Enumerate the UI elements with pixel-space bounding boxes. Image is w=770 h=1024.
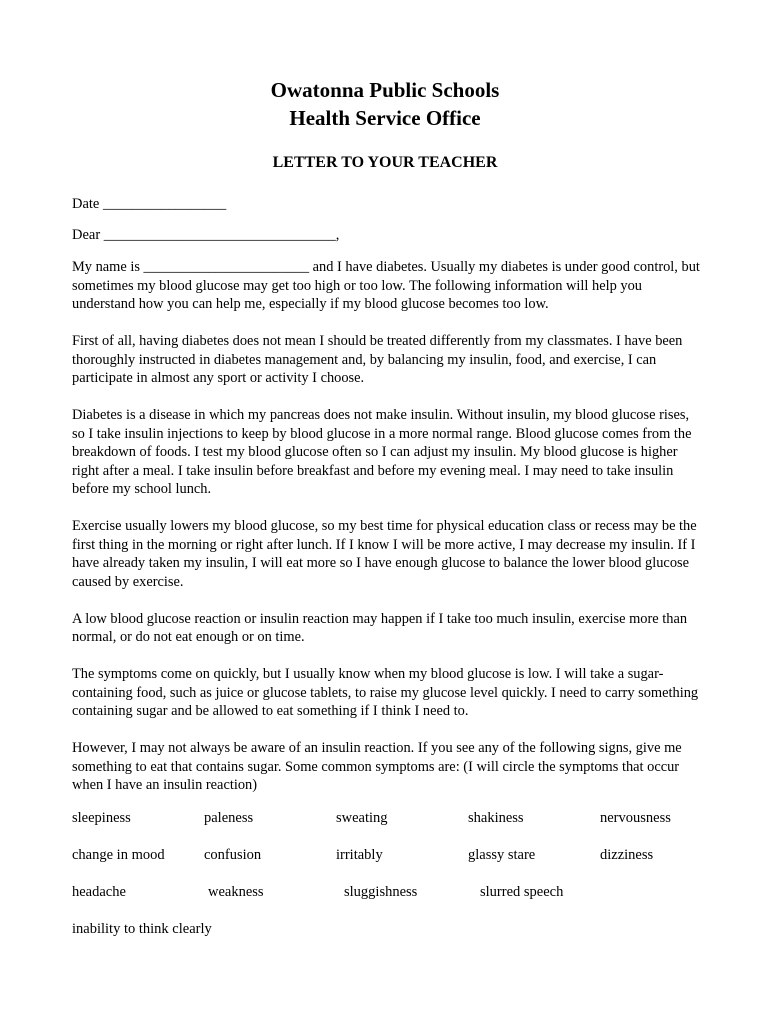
symptom-item: sleepiness bbox=[72, 810, 131, 826]
symptom-item: sluggishness bbox=[344, 884, 418, 900]
school-name: Owatonna Public Schools bbox=[270, 78, 500, 102]
symptom-item: inability to think clearly bbox=[72, 921, 212, 937]
paragraph-disease: Diabetes is a disease in which my pancreas does not make insulin. Without insulin, my blood glucose rises, so I take insulin injections to keep by blood glucose in a more normal range. Blood glucose comes from the breakdown of foods. I test my blood glucose often so I can adjust my insulin. My blood glucose is higher right after a meal. I take insulin before breakfast and before my evening meal. I may need to take insulin before my school lunch. bbox=[72, 407, 692, 497]
letterhead bbox=[0, 76, 770, 132]
paragraph-exercise: Exercise usually lowers my blood glucose, so my best time for physical education class or recess may be the first thing in the morning or right after lunch. If I know I will be more active, I may decrease my insulin. If I have already taken my insulin, I will eat more so I have enough glucose to balance the lower blood glucose caused by exercise. bbox=[72, 518, 697, 590]
symptom-row bbox=[72, 847, 732, 884]
paragraph-intro: My name is _______________________ and I have diabetes. Usually my diabetes is under good control, but sometimes my blood glucose may get too high or too low. The following information will help you understand how you can help me, especially if my blood glucose becomes too low. bbox=[72, 259, 700, 312]
symptom-item: irritably bbox=[336, 847, 383, 863]
office-name: Health Service Office bbox=[289, 106, 481, 130]
salutation-field: Dear ________________________________, bbox=[72, 227, 340, 243]
letter-heading: LETTER TO YOUR TEACHER bbox=[272, 154, 498, 171]
date-field: Date _________________ bbox=[72, 196, 227, 212]
symptom-item: headache bbox=[72, 884, 126, 900]
paragraph-symptoms-onset: The symptoms come on quickly, but I usually know when my blood glucose is low. I will take a sugar-containing food, such as juice or glucose tablets, to raise my glucose level quickly. I need to carry something containing sugar and be allowed to eat something if I think I need to. bbox=[72, 666, 699, 719]
symptom-row bbox=[72, 810, 732, 847]
symptom-item: slurred speech bbox=[480, 884, 564, 900]
symptom-list bbox=[72, 810, 732, 958]
paragraph-treatment: First of all, having diabetes does not mean I should be treated differently from my classmates. I have been thoroughly instructed in diabetes management and, by balancing my insulin, food, and exercise, I can participate in almost any sport or activity I choose. bbox=[72, 333, 683, 386]
symptom-item: sweating bbox=[336, 810, 388, 826]
symptom-item: paleness bbox=[204, 810, 254, 826]
symptom-row bbox=[72, 884, 732, 921]
symptom-item: confusion bbox=[204, 847, 262, 863]
symptom-item: change in mood bbox=[72, 847, 165, 863]
letter-body bbox=[72, 258, 700, 813]
paragraph-low-glucose: A low blood glucose reaction or insulin reaction may happen if I take too much insulin, exercise more than normal, or do not eat enough or on time. bbox=[72, 610, 688, 645]
symptom-item: shakiness bbox=[468, 810, 524, 826]
paragraph-symptoms-list-intro: However, I may not always be aware of an insulin reaction. If you see any of the following signs, give me something to eat that contains sugar. Some common symptoms are: (I will circle the symptoms that occur when I have an insulin reaction) bbox=[72, 740, 682, 793]
symptom-item: weakness bbox=[208, 884, 264, 900]
symptom-item: glassy stare bbox=[468, 847, 536, 863]
symptom-item: dizziness bbox=[600, 847, 654, 863]
symptom-item: nervousness bbox=[600, 810, 671, 826]
symptom-row bbox=[72, 921, 732, 958]
